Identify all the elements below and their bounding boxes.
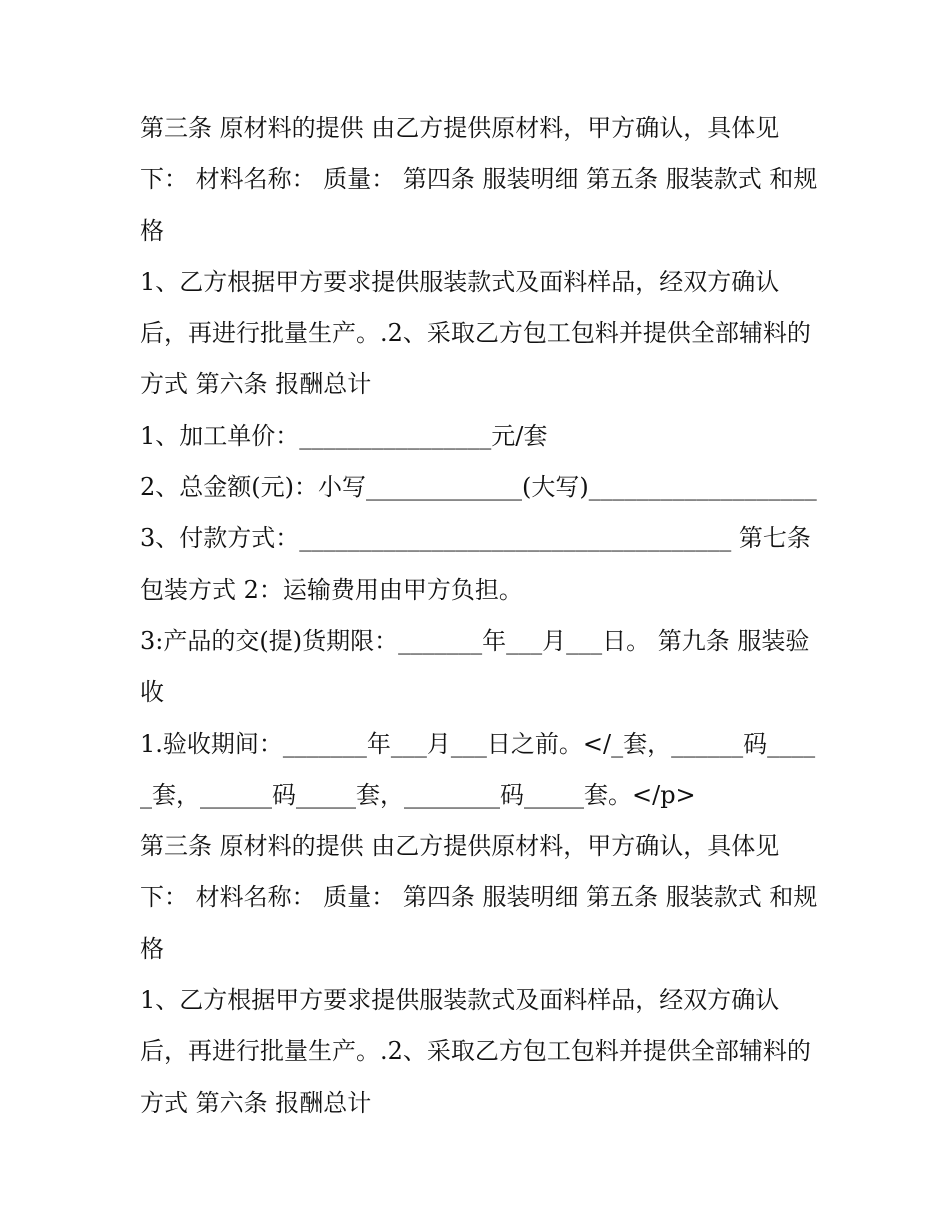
paragraph-unit-price: 1、加工单价：________________元/套 (140, 421, 548, 450)
paragraph-samples-and-production: 1、乙方根据甲方要求提供服装款式及面料样品，经双方确认后，再进行批量生产。.2、采取乙方包工包料并提供全部辅料的方式 第六条 报酬总计 (140, 267, 811, 399)
document-body (140, 103, 820, 1129)
paragraph-total-amount: 2、总金额(元)：小写_____________(大写)___________________ (140, 473, 817, 502)
paragraph-payment-method: 3、付款方式：____________________________________ 第七条 包装方式 2：运输费用由甲方负担。 (140, 524, 819, 604)
paragraph-article-3-materials: 第三条 原材料的提供 由乙方提供原材料，甲方确认，具体见下： 材料名称： 质量： 第四条 服装明细 第五条 服装款式 和规格 (140, 114, 818, 245)
paragraph-delivery-deadline: 3:产品的交(提)货期限：_______年___月___日。 第九条 服装验收 (140, 626, 810, 707)
paragraph-article-3-materials-repeat: 第三条 原材料的提供 由乙方提供原材料，甲方确认，具体见下： 材料名称： 质量： 第四条 服装明细 第五条 服装款式 和规格 (140, 832, 818, 963)
paragraph-samples-and-production-repeat: 1、乙方根据甲方要求提供服装款式及面料样品，经双方确认后，再进行批量生产。.2、采取乙方包工包料并提供全部辅料的方式 第六条 报酬总计 (140, 986, 811, 1117)
paragraph-acceptance-period: 1.验收期间：_______年___月___日之前。</_套，______码_____套，______码_____套，________码_____套。</p> (140, 729, 816, 809)
